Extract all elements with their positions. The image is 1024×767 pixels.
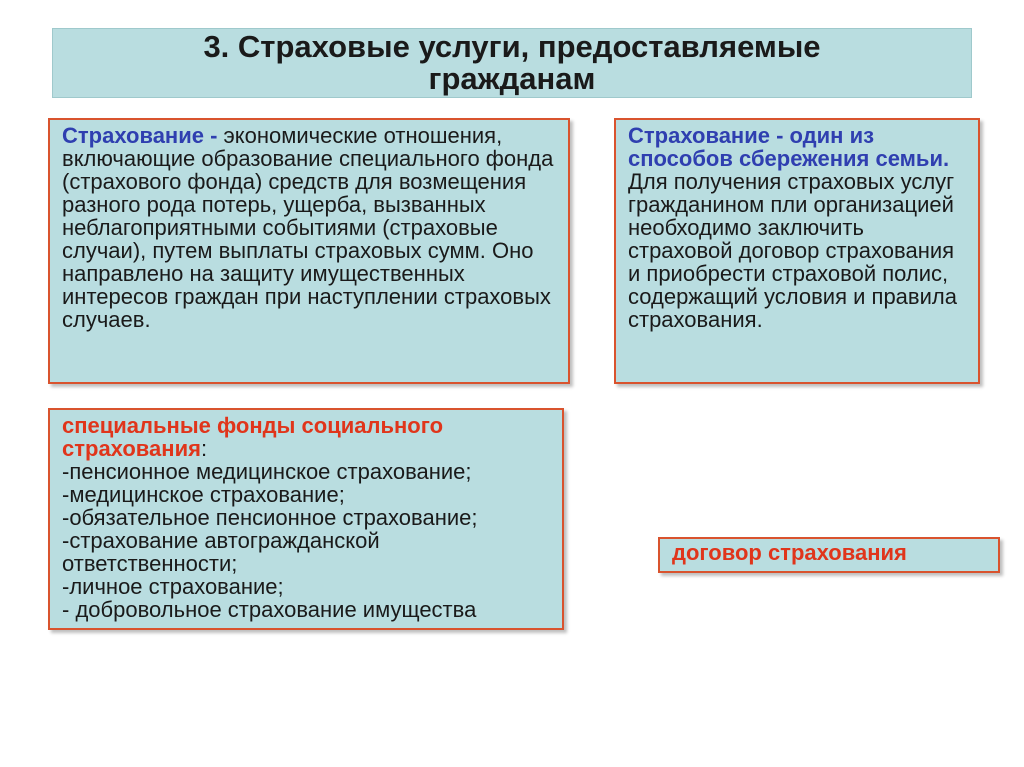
definition-term: Страхование - bbox=[62, 123, 224, 148]
savings-box bbox=[614, 118, 980, 384]
list-item: -медицинское страхование; bbox=[62, 482, 345, 507]
funds-heading: специальные фонды социального страхования bbox=[62, 413, 444, 461]
list-item: -пенсионное медицинское страхование; bbox=[62, 459, 472, 484]
list-item: -обязательное пенсионное страхование; bbox=[62, 505, 478, 530]
list-item: -личное страхование; bbox=[62, 574, 284, 599]
funds-heading-colon: : bbox=[200, 436, 208, 461]
slide-title: 3. Страховые услуги, предоставляемые гражданам bbox=[203, 29, 821, 96]
contract-label: договор страхования bbox=[672, 540, 907, 565]
contract-box bbox=[658, 537, 1000, 573]
list-item: -страхование автогражданской ответственности; bbox=[62, 528, 380, 576]
savings-text: Для получения страховых услуг гражданином пли организацией необходимо заключить страховой договор страхования и приобрести страховой полис, содержащий условия и правила страхования. bbox=[628, 169, 957, 332]
funds-box bbox=[48, 408, 564, 630]
list-item: - добровольное страхование имущества bbox=[62, 597, 477, 622]
definition-box bbox=[48, 118, 570, 384]
savings-highlight: Страхование - один из способов сбережения семьи. bbox=[628, 123, 950, 171]
definition-text: экономические отношения, включающие образование специального фонда (страхового фонда) средств для возмещения разного рода потерь, ущерба, вызванных неблагоприятными событиями (страховые случаи), путем выплаты страховых сумм. Оно направлено на защиту имущественных интересов граждан при наступлении страховых случаев. bbox=[62, 123, 554, 332]
title-banner bbox=[52, 28, 972, 98]
